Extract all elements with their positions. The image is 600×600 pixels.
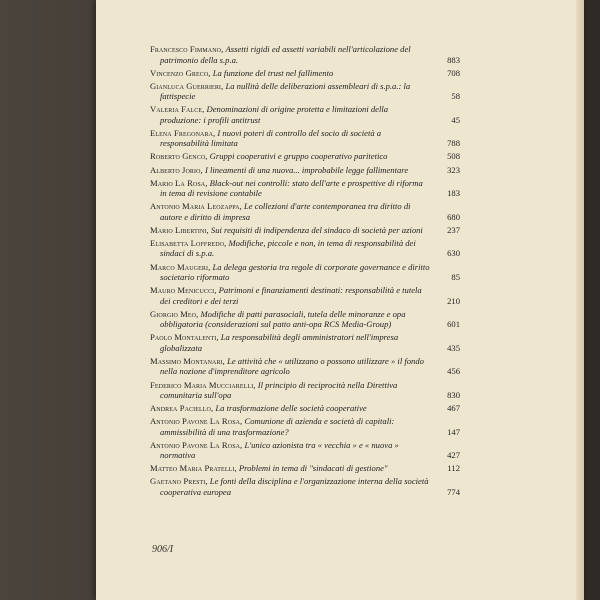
- entry-author: Valeria Falce,: [150, 104, 205, 115]
- toc-entry: [150, 104, 460, 125]
- entry-author: Gaetano Presti,: [150, 476, 208, 487]
- entry-page-number: 237: [447, 224, 460, 235]
- entry-page-number: 467: [447, 403, 460, 414]
- entry-page-number: 183: [447, 188, 460, 199]
- toc-entry: [150, 201, 460, 222]
- entry-title: Comunione di azienda e società di capitali: ammissibilità di una trasformazione?: [160, 416, 395, 437]
- entry-title: L'unico azionista tra « vecchia » e « nuova » normativa: [160, 439, 399, 461]
- entry-title: Le attività che « utilizzano o possono utilizzare » il fondo nella nozione d'imprenditore agricolo: [160, 355, 424, 377]
- table-of-contents: [150, 44, 460, 500]
- toc-entry-text: [150, 332, 460, 353]
- entry-title: La responsabilità degli amministratori nell'impresa globalizzata: [160, 332, 399, 353]
- toc-entry-text: [150, 309, 460, 330]
- toc-entry-text: [150, 178, 460, 199]
- entry-author: Andrea Paciello,: [150, 403, 214, 414]
- toc-entry: [150, 225, 460, 236]
- toc-entry: [150, 476, 460, 497]
- entry-title: Patrimoni e finanziamenti destinati: responsabilità e tutela dei creditori e dei terzi: [160, 285, 422, 306]
- entry-author: Matteo Maria Pratelli,: [150, 463, 237, 474]
- toc-entry: [150, 416, 460, 437]
- entry-title: La funzione del trust nel fallimento: [212, 67, 334, 78]
- entry-author: Giorgio Meo,: [150, 308, 199, 319]
- entry-title: Modifiche di patti parasociali, tutela delle minoranze e opa obbligatoria (considerazioni sul patto anti-opa RCS Media-Group): [160, 308, 406, 330]
- entry-page-number: 680: [447, 211, 460, 222]
- toc-entry-text: [150, 440, 460, 461]
- toc-entry: [150, 151, 460, 162]
- toc-entry-text: [150, 476, 460, 497]
- entry-author: Roberto Genco,: [150, 151, 208, 162]
- toc-entry-text: [150, 262, 460, 283]
- entry-author: Elena Fregonara,: [150, 127, 216, 138]
- toc-entry: [150, 463, 460, 474]
- toc-entry: [150, 178, 460, 199]
- entry-title: La nullità delle deliberazioni assembleari di s.p.a.: la fattispecie: [160, 80, 411, 102]
- toc-entry-text: [150, 104, 460, 125]
- entry-title: Modifiche, piccole e non, in tema di responsabilità dei sindaci di s.p.a.: [160, 237, 416, 259]
- entry-page-number: 435: [447, 342, 460, 353]
- toc-entry: [150, 238, 460, 259]
- page-footer: 906/I: [152, 544, 174, 555]
- toc-entry-text: [150, 165, 460, 176]
- entry-page-number: 147: [447, 426, 460, 437]
- toc-entry: [150, 44, 460, 65]
- entry-page-number: 774: [447, 486, 460, 497]
- entry-page-number: 630: [447, 248, 460, 259]
- toc-entry-text: [150, 463, 460, 474]
- entry-author: Mario La Rosa,: [150, 177, 208, 188]
- entry-page-number: 883: [447, 54, 460, 65]
- entry-author: Gianluca Guerrieri,: [150, 80, 224, 91]
- toc-entry-text: [150, 380, 460, 401]
- entry-page-number: 708: [447, 67, 460, 78]
- toc-entry: [150, 332, 460, 353]
- toc-entry: [150, 68, 460, 79]
- toc-entry-text: [150, 285, 460, 306]
- entry-page-number: 508: [447, 151, 460, 162]
- entry-page-number: 58: [451, 91, 460, 102]
- entry-title: Problemi in tema di "sindacati di gestione": [238, 463, 388, 474]
- entry-author: Paolo Montalenti,: [150, 332, 219, 343]
- entry-page-number: 45: [451, 114, 460, 125]
- toc-entry: [150, 285, 460, 306]
- toc-entry-text: [150, 416, 460, 437]
- entry-author: Antonio Pavone La Rosa,: [150, 439, 243, 450]
- toc-entry: [150, 81, 460, 102]
- toc-entry: [150, 380, 460, 401]
- entry-author: Antonio Pavone La Rosa,: [150, 416, 243, 427]
- entry-page-number: 601: [447, 319, 460, 330]
- entry-author: Federico Maria Mucciarelli,: [150, 379, 256, 390]
- entry-title: Il principio di reciprocità nella Direttiva comunitaria sull'opa: [160, 379, 398, 400]
- entry-title: Gruppi cooperativi e gruppo cooperativo paritetico: [209, 151, 388, 162]
- toc-entry: [150, 262, 460, 283]
- entry-author: Mario Libertini,: [150, 224, 209, 235]
- entry-page-number: 210: [447, 295, 460, 306]
- toc-entry-text: [150, 128, 460, 149]
- toc-entry-text: [150, 225, 460, 236]
- entry-page-number: 456: [447, 366, 460, 377]
- toc-entry: [150, 309, 460, 330]
- toc-entry-text: [150, 68, 460, 79]
- toc-entry-text: [150, 356, 460, 377]
- entry-title: Le fonti della disciplina e l'organizzazione interna della società cooperativa europea: [160, 476, 429, 497]
- entry-page-number: 427: [447, 450, 460, 461]
- entry-title: Le collezioni d'arte contemporanea tra diritto di autore e diritto di impresa: [160, 201, 411, 222]
- entry-title: La delega gestoria tra regole di corporate governance e diritto societario riformato: [160, 261, 430, 283]
- entry-title: Assetti rigidi ed assetti variabili nell'articolazione del patrimonio della s.p.a.: [160, 44, 411, 65]
- toc-entry: [150, 128, 460, 149]
- entry-author: Marco Maugeri,: [150, 261, 211, 272]
- toc-entry: [150, 165, 460, 176]
- entry-title: I lineamenti di una nuova... improbabile legge fallimentare: [204, 164, 409, 175]
- toc-entry-text: [150, 151, 460, 162]
- entry-author: Alberto Jorio,: [150, 164, 203, 175]
- page-edge: [576, 0, 584, 600]
- entry-author: Antonio Maria Leozappa,: [150, 201, 242, 212]
- toc-entry-text: [150, 201, 460, 222]
- entry-title: I nuovi poteri di controllo del socio di società a responsabilità limitata: [160, 127, 382, 149]
- toc-entry: [150, 356, 460, 377]
- entry-page-number: 788: [447, 138, 460, 149]
- entry-page-number: 112: [447, 463, 460, 474]
- entry-page-number: 85: [451, 272, 460, 283]
- entry-author: Francesco Fimmano,: [150, 44, 224, 54]
- toc-entry-text: [150, 81, 460, 102]
- toc-entry-text: [150, 403, 460, 414]
- entry-title: Sui requisiti di indipendenza del sindaco di società per azioni: [210, 224, 423, 235]
- entry-page-number: 323: [447, 164, 460, 175]
- entry-author: Vincenzo Greco,: [150, 67, 211, 78]
- entry-title: Denominazioni di origine protetta e limitazioni della produzione: i profili antitrust: [160, 104, 389, 125]
- entry-author: Massimo Montanari,: [150, 355, 225, 366]
- entry-author: Elisabetta Loffredo,: [150, 237, 227, 248]
- toc-entry: [150, 440, 460, 461]
- toc-entry-text: [150, 44, 460, 65]
- toc-entry-text: [150, 238, 460, 259]
- entry-title: Black-out nei controlli: stato dell'arte e prospettive di riforma in tema di revisione contabile: [160, 177, 423, 199]
- entry-author: Mauro Menicucci,: [150, 285, 217, 296]
- entry-page-number: 830: [447, 390, 460, 400]
- entry-title: La trasformazione delle società cooperative: [215, 403, 367, 414]
- toc-entry: [150, 403, 460, 414]
